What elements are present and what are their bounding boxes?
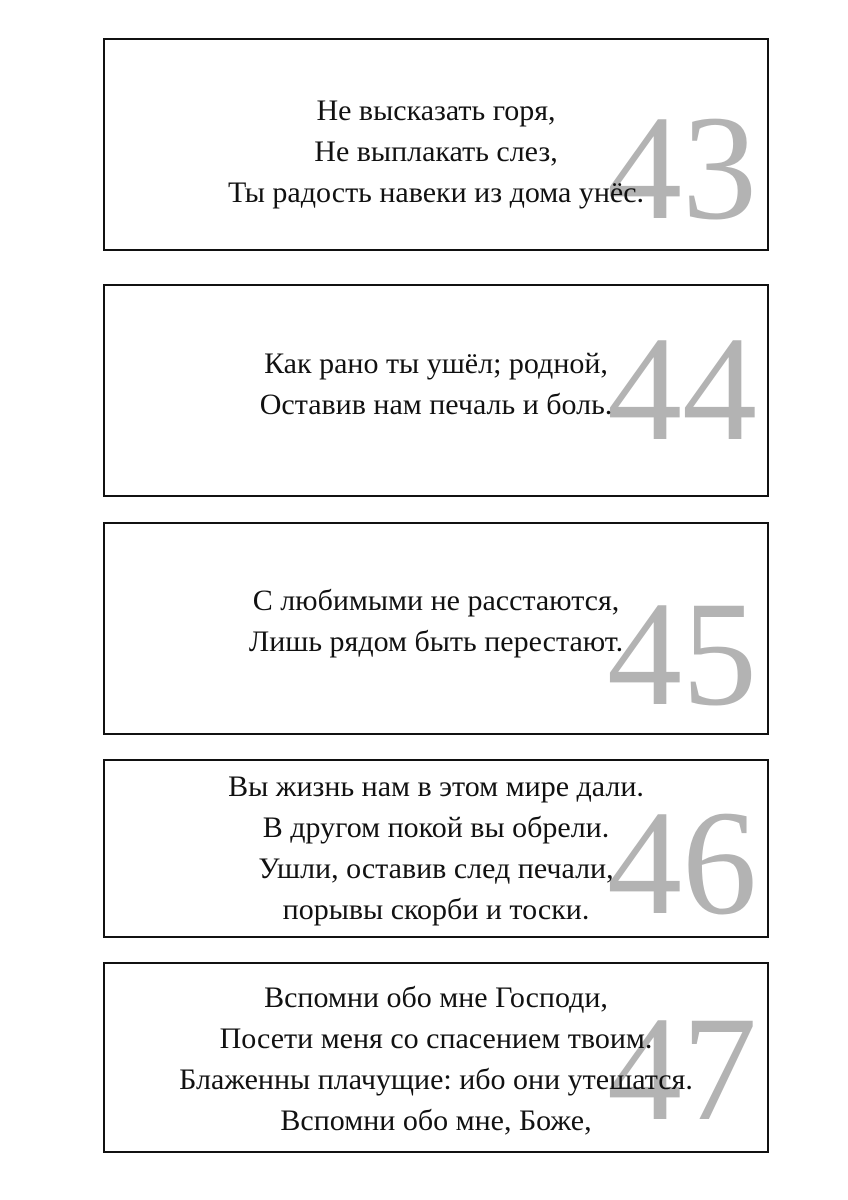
epitaph-card-47 [103, 962, 769, 1153]
verse-line: Вы жизнь нам в этом мире дали. [228, 770, 644, 803]
epitaph-verse [105, 977, 767, 1141]
verse-line: Оставив нам печаль и боль. [259, 388, 613, 421]
verse-line: Посети меня со спасением твоим. [219, 1022, 653, 1055]
epitaph-verse [105, 90, 767, 213]
verse-line: Не выплакать слез, [314, 135, 558, 168]
verse-line: Вспомни обо мне, Боже, [280, 1104, 592, 1137]
epitaph-verse [105, 766, 767, 930]
epitaph-number: 46 [607, 780, 757, 938]
verse-line: С любимыми не расстаются, [252, 584, 620, 617]
epitaph-card-45 [103, 522, 769, 735]
verse-line: Лишь рядом быть перестают. [248, 625, 624, 658]
verse-line: Ушли, оставив след печали, [258, 852, 614, 885]
verse-line: Ты радость навеки из дома унёс. [227, 176, 645, 209]
epitaph-number: 47 [607, 986, 757, 1152]
epitaph-verse [105, 343, 767, 425]
verse-line: Вспомни обо мне Господи, [264, 981, 608, 1014]
verse-line: Блаженны плачущие: ибо они утешатся. [179, 1063, 693, 1096]
verse-line: Не высказать горя, [316, 94, 556, 127]
verse-line: порывы скорби и тоски. [282, 893, 590, 926]
epitaph-card-46 [103, 759, 769, 938]
epitaph-number: 44 [607, 306, 757, 472]
epitaph-card-44 [103, 284, 769, 497]
verse-line: В другом покой вы обрели. [262, 811, 610, 844]
epitaph-number: 45 [607, 571, 757, 735]
epitaph-verse [105, 580, 767, 662]
epitaph-card-43 [103, 38, 769, 251]
verse-line: Как рано ты ушёл; родной, [264, 347, 608, 380]
epitaph-number: 43 [607, 85, 757, 251]
